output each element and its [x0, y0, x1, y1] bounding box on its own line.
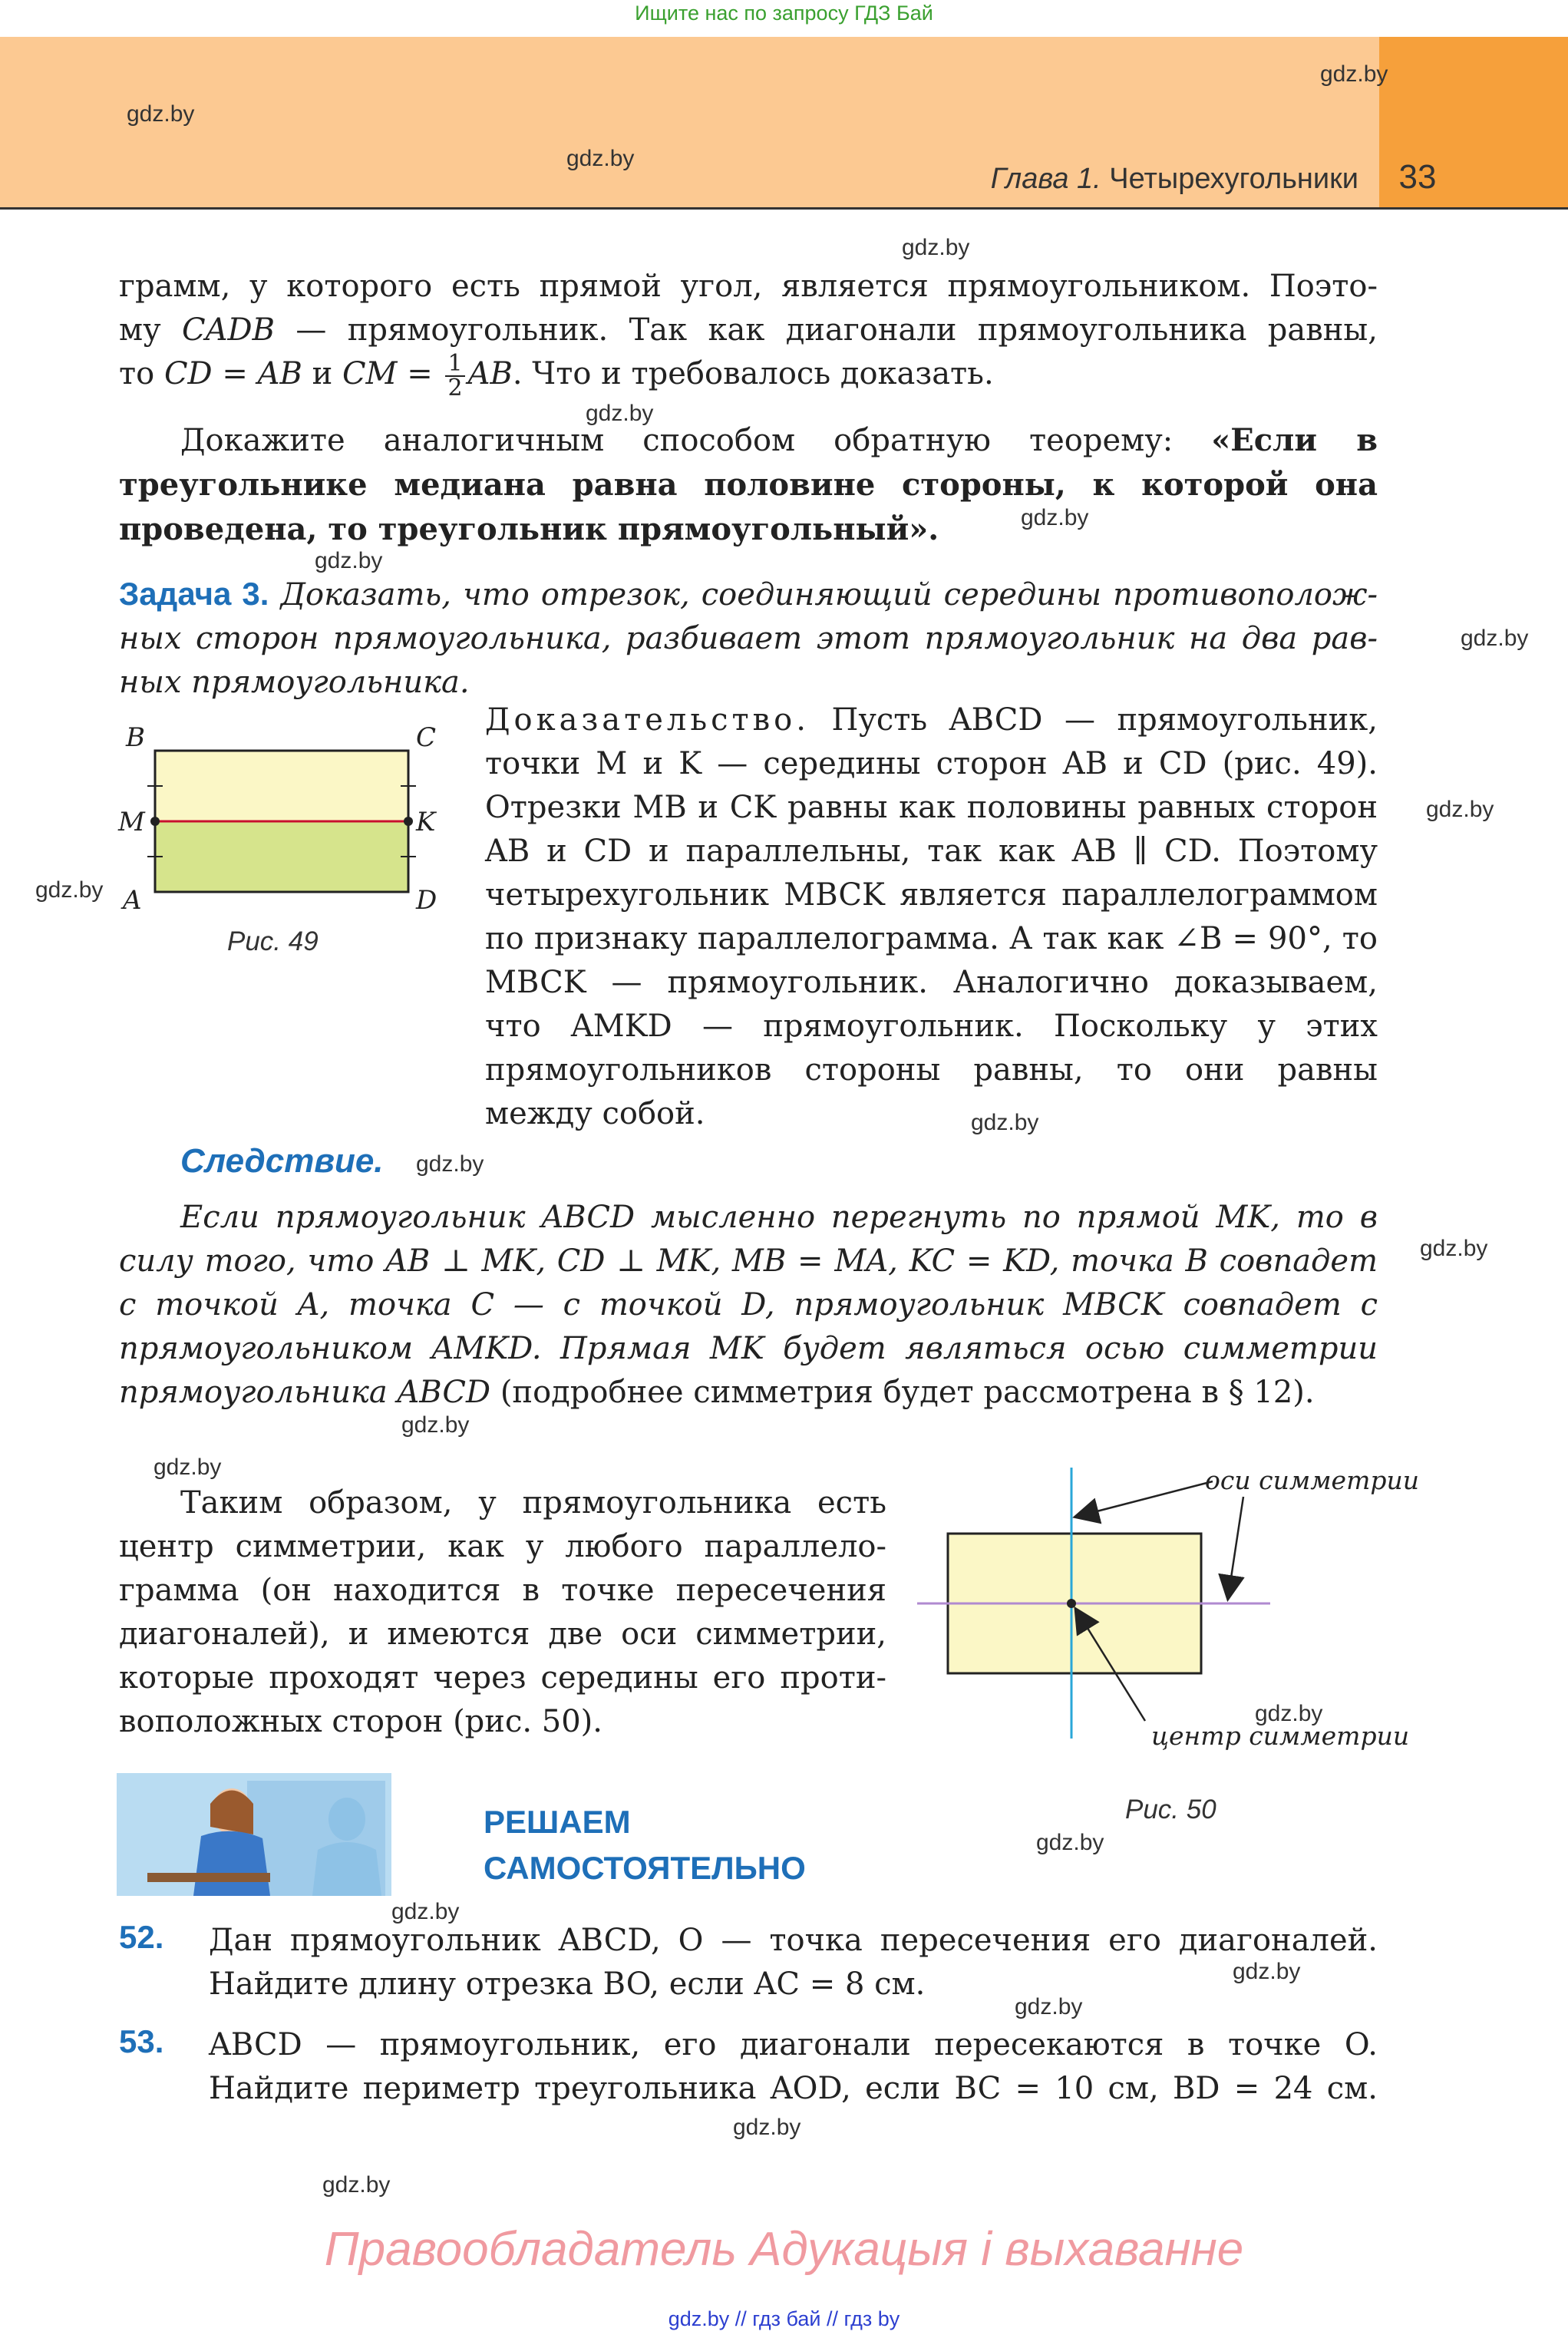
text: му [119, 312, 183, 348]
figure-50-caption: Рис. 50 [1125, 1795, 1216, 1824]
math: CM [342, 356, 398, 391]
watermark: gdz.by [1021, 505, 1089, 530]
corollary-paragraph [119, 1196, 1378, 1415]
watermark: gdz.by [1420, 1236, 1488, 1261]
point-m [150, 817, 160, 826]
label-center: центр симметрии [1151, 1721, 1410, 1750]
proof-word: Доказательство. [485, 702, 810, 738]
watermark: gdz.by [153, 1455, 222, 1480]
watermark: gdz.by [586, 401, 654, 426]
rect-bottom-half [155, 821, 408, 892]
task3 [119, 572, 1378, 705]
watermark: gdz.by [566, 146, 635, 171]
label-axes: оси симметрии [1205, 1465, 1420, 1495]
problem-52-number: 52. [119, 1919, 164, 1955]
task-label: Задача 3. [119, 576, 269, 612]
watermark: gdz.by [1426, 797, 1494, 822]
problem-line: Дан прямоугольник ABCD, O — точка пересечения его диагоналей. [209, 1923, 1378, 1958]
center-point [1067, 1599, 1076, 1608]
watermark: gdz.by [1036, 1830, 1104, 1855]
watermark: gdz.by [401, 1412, 470, 1438]
chapter-title [913, 163, 1358, 196]
arrow-to-horizontal-axis [1228, 1497, 1243, 1598]
corollary-normal: (подробнее симметрия будет рассмотрена в § 12). [490, 1375, 1315, 1410]
label-a: A [123, 885, 142, 916]
watermark: gdz.by [733, 2115, 801, 2140]
figure-49-caption: Рис. 49 [227, 926, 319, 956]
section-title [484, 1799, 806, 1891]
chapter-name: Четырехугольники [1109, 163, 1358, 195]
watermark: gdz.by [902, 235, 970, 260]
watermark: gdz.by [127, 101, 195, 127]
figure-49 [115, 722, 468, 952]
student-illustration [117, 1773, 391, 1896]
text: = [397, 356, 443, 391]
copyright-footer: Правообладатель Адукацыя і выхаванне [324, 2223, 1244, 2276]
math: CADB [182, 312, 275, 348]
arrow-to-vertical-axis [1076, 1481, 1213, 1517]
problem-53-number: 53. [119, 2023, 164, 2059]
intro-line-1: грамм, у которого есть прямой угол, является прямоугольником. Поэто- [119, 269, 1378, 304]
bottom-links[interactable]: gdz.by // гдз бай // гдз by [668, 2307, 900, 2330]
label-c: C [416, 722, 437, 753]
numerator: 1 [445, 352, 464, 377]
text: = [212, 356, 258, 391]
label-d: D [416, 885, 437, 916]
watermark: gdz.by [416, 1151, 484, 1177]
watermark: gdz.by [1320, 61, 1388, 87]
text: и [302, 356, 342, 391]
watermark: gdz.by [322, 2172, 391, 2198]
label-k: K [416, 807, 436, 837]
proof-paragraph [485, 698, 1378, 1136]
rect-top-half [155, 751, 408, 821]
page-number: 33 [1398, 158, 1437, 196]
text: — прямоугольник. Так как диагонали прямоугольника равны, [274, 312, 1378, 348]
watermark: gdz.by [1015, 1994, 1083, 2019]
problem-53-text [209, 2023, 1378, 2111]
chapter-label: Глава 1. [990, 163, 1101, 195]
intro-line-2 [119, 309, 1378, 352]
section-title-line: САМОСТОЯТЕЛЬНО [484, 1850, 806, 1886]
watermark: gdz.by [35, 877, 104, 903]
header-divider [0, 207, 1568, 210]
watermark: gdz.by [315, 548, 383, 573]
math: AB [467, 356, 513, 391]
text: то [119, 356, 164, 391]
label-m: M [118, 807, 145, 837]
problem-line: ABCD — прямоугольник, его диагонали пересекаются в точке O. [209, 2027, 1378, 2062]
fraction [445, 352, 464, 400]
section-title-line: РЕШАЕМ [484, 1804, 631, 1840]
converse-paragraph [119, 418, 1378, 552]
intro-paragraph [119, 265, 1378, 400]
watermark: gdz.by [1461, 626, 1529, 651]
corollary-italic: Если прямоугольник ABCD мысленно перегнуть по прямой MK, то в силу того, что AB ⊥ MK, CD ⊥ MK, MB = MA, KC = KD, точка B совпадет с точкой A, точка C — с точкой D, прямоугольник MBCK совпадет с прямоугольником AMKD. Прямая MK будет являться осью симметрии прямоугольника ABCD [119, 1200, 1378, 1410]
intro-line-3 [119, 352, 1378, 400]
problem-52-text [209, 1919, 1378, 2006]
text: . Что и требовалось доказать. [512, 356, 994, 391]
math: CD [163, 356, 213, 391]
watermark: gdz.by [1255, 1701, 1323, 1726]
problem-line: Найдите периметр треугольника AOD, если BC = 10 см, BD = 24 см. [209, 2071, 1378, 2106]
top-note: Ищите нас по запросу ГДЗ Бай [635, 2, 933, 25]
proof-text: Пусть ABCD — прямоугольник, точки M и K — середины сторон AB и CD (рис. 49). Отрезки MB и CK равны как половины равных сторон AB и CD и параллельны, так как AB ∥ CD. Поэтому четырехугольник MBCK является параллелограммом по признаку параллелограмма. А так как ∠B = 90°, то MBCK — прямоугольник. Аналогично доказываем, что AMKD — прямоугольник. Поскольку у этих прямоугольников стороны равны, то они равны между собой. [485, 702, 1378, 1131]
task-text: Доказать, что отрезок, соединяющий середины противоположных сторон прямоугольника, разбивает этот прямоугольник на два равных прямоугольника. [119, 577, 1378, 700]
figure-50 [906, 1443, 1443, 1750]
watermark: gdz.by [391, 1899, 460, 1924]
problem-line: Найдите длину отрезка BO, если AC = 8 см. [209, 1966, 926, 2002]
watermark: gdz.by [971, 1110, 1039, 1135]
watermark: gdz.by [1233, 1959, 1301, 1984]
converse-text: Докажите аналогичным способом обратную теорему: [180, 423, 1212, 458]
corollary-heading: Следствие. [180, 1142, 384, 1180]
point-k [404, 817, 413, 826]
math: AB [257, 356, 302, 391]
converse-theorem: «Если в треугольнике медиана равна половине стороны, к которой она проведена, то треугольник прямоугольный». [119, 422, 1378, 547]
denominator: 2 [447, 375, 463, 401]
symmetry-paragraph: Таким образом, у прямоугольника есть центр симметрии, как у любого параллелограмма (он находится в точке пересечения диагоналей), и имеются две оси симметрии, которые проходят через середины его противоположных сторон (рис. 50). [119, 1485, 886, 1739]
label-b: B [126, 722, 145, 753]
